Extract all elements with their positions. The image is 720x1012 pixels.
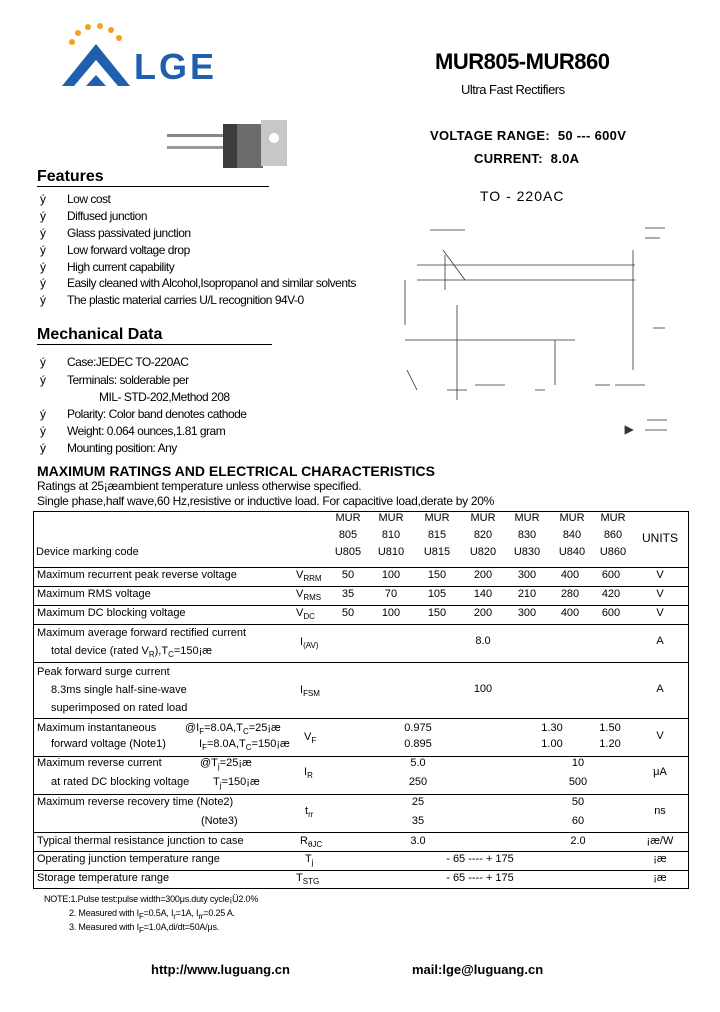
email-link[interactable]: mail:lge@luguang.cn (412, 962, 544, 977)
bullet-icon: ý (40, 226, 46, 240)
value: 280 (560, 588, 580, 600)
symbol: I (300, 684, 304, 696)
component-image (163, 112, 293, 172)
value: 250 (408, 776, 428, 788)
note-sub: rr (198, 911, 204, 921)
mechanical-item: Mounting position: Any (67, 441, 177, 455)
value: 400 (560, 569, 580, 581)
value: 60 (571, 815, 585, 827)
mechanical-item: Case:JEDEC TO-220AC (67, 355, 189, 369)
logo-text: LGE (134, 46, 218, 87)
bullet-icon: ý (40, 373, 46, 387)
row-rth (0, 835, 720, 851)
value: 200 (473, 607, 493, 619)
value: 70 (384, 588, 398, 600)
note-text: =0.5A, I (143, 908, 174, 918)
row-tj (0, 853, 720, 869)
unit: V (656, 588, 664, 600)
note-text: 3. Measured with I (69, 922, 139, 932)
symbol: V (304, 731, 312, 743)
col-part: 820 (473, 529, 493, 541)
note-sub: F (138, 911, 144, 921)
note-text: =1A, I (175, 908, 199, 918)
row-label: Maximum instantaneous (37, 722, 157, 734)
mechanical-heading: Mechanical Data (37, 326, 163, 343)
current-value: 8.0A (550, 151, 580, 166)
feature-item: Diffused junction (67, 209, 147, 223)
value: 35 (411, 815, 425, 827)
value: 105 (427, 588, 447, 600)
row-label: Maximum DC blocking voltage (37, 607, 186, 619)
condition: I (199, 738, 203, 750)
row-label: total device (rated V (51, 645, 149, 657)
value: 5.0 (410, 757, 426, 769)
value: 300 (517, 607, 537, 619)
bullet-icon: ý (40, 260, 46, 274)
symbol-sub: F (311, 736, 317, 746)
col-part: 830 (517, 529, 537, 541)
symbol-sub: FSM (303, 689, 320, 699)
marking-label: Device marking code (36, 546, 139, 558)
condition: @I (185, 722, 200, 734)
row-label: =150¡æ (173, 645, 213, 657)
bullet-icon: ý (40, 355, 46, 369)
row-trr (0, 796, 720, 832)
value: 3.0 (410, 835, 426, 847)
symbol-sub: RMS (303, 593, 322, 603)
col-prefix: MUR (514, 512, 540, 524)
label-sub: R (148, 650, 155, 660)
col-marking: U820 (469, 546, 497, 558)
feature-item: The plastic material carries U/L recognition 94V-0 (67, 293, 304, 307)
current-label: CURRENT: (474, 151, 543, 166)
col-part: 860 (603, 529, 623, 541)
symbol: I (304, 766, 308, 778)
value: - 65 ---- + 175 (446, 853, 514, 865)
features-divider (37, 186, 269, 187)
symbol: T (305, 853, 312, 865)
value: 200 (473, 569, 493, 581)
ratings-note-2: Single phase,half wave,60 Hz,resistive or inductive load. For capacitive load,derate by 20% (37, 494, 494, 508)
unit: V (656, 730, 664, 742)
unit: ¡æ (653, 872, 667, 884)
row-vrrm (0, 569, 720, 585)
package-drawing (395, 210, 695, 440)
value: 100 (381, 607, 401, 619)
row-tstg (0, 872, 720, 888)
symbol-sub: rr (308, 810, 314, 820)
unit: ¡æ/W (646, 835, 674, 847)
col-part: 840 (562, 529, 582, 541)
unit: V (656, 607, 664, 619)
mechanical-divider (37, 344, 272, 345)
condition: =25¡æ (219, 757, 252, 769)
value: 10 (571, 757, 585, 769)
symbol: V (296, 569, 304, 581)
value: 1.30 (541, 722, 563, 734)
col-prefix: MUR (335, 512, 361, 524)
row-label: Storage temperature range (37, 872, 170, 884)
row-label: (Note3) (201, 815, 238, 827)
symbol: t (305, 805, 309, 817)
col-marking: U830 (513, 546, 541, 558)
symbol-sub: θJC (307, 840, 323, 850)
ratings-note-1: Ratings at 25¡æambient temperature unless otherwise specified. (37, 479, 362, 493)
feature-item: Low cost (67, 192, 111, 206)
row-ifsm (0, 666, 720, 720)
row-ir: Maximum reverse current at rated DC blocking voltage $@T_j=25¡æ$ $T_j=150¡æ$ $I_R$ 5.0 250 10 500 μA (0, 757, 720, 793)
col-prefix: MUR (470, 512, 496, 524)
symbol-sub: STG (302, 877, 320, 887)
symbol-sub: RRM (303, 574, 322, 584)
bullet-icon: ý (40, 243, 46, 257)
condition: =8.0A,T (204, 722, 243, 734)
value: 1.00 (541, 738, 563, 750)
col-marking: U840 (558, 546, 586, 558)
col-prefix: MUR (378, 512, 404, 524)
symbol: T (296, 872, 303, 884)
row-label: 8.3ms single half-sine-wave (51, 684, 187, 696)
col-marking: U815 (423, 546, 451, 558)
col-prefix: MUR (559, 512, 585, 524)
voltage-label: VOLTAGE RANGE: (430, 128, 550, 143)
note-text: 2. Measured with I (69, 908, 139, 918)
value: 0.895 (404, 738, 432, 750)
unit: μA (653, 766, 667, 778)
features-heading: Features (37, 168, 104, 185)
unit: ns (654, 805, 666, 817)
row-vf: Maximum instantaneous forward voltage (Note1) $@I_F=8.0A,T_C=25¡æ$ $I_F=8.0A,T_C=150¡æ$ $V_F$ 0.975 0.895 1.30 1.00 1.50 1.20 V (0, 722, 720, 758)
value: 150 (427, 569, 447, 581)
value: 100 (381, 569, 401, 581)
symbol: V (296, 588, 304, 600)
voltage-range (430, 128, 626, 143)
condition: =150¡æ (221, 776, 260, 788)
feature-item: Easily cleaned with Alcohol,Isopropanol and similar solvents (67, 276, 356, 290)
website-link[interactable]: http://www.luguang.cn (151, 962, 290, 977)
unit: A (656, 635, 664, 647)
value: 1.20 (599, 738, 621, 750)
col-part: 810 (381, 529, 401, 541)
note-sub: F (138, 925, 144, 935)
note-1: NOTE:1.Pulse test:pulse width=300μs.duty cycle¡Ü2.0% (44, 894, 259, 904)
page-title: MUR805-MUR860 (435, 49, 610, 74)
mechanical-item: MIL- STD-202,Method 208 (99, 390, 230, 404)
row-label: Typical thermal resistance junction to case (37, 835, 244, 847)
value: 100 (473, 683, 493, 695)
bullet-icon: ý (40, 209, 46, 223)
row-label: at rated DC blocking voltage (51, 776, 190, 788)
row-label: superimposed on rated load (51, 702, 188, 714)
feature-item: Low forward voltage drop (67, 243, 190, 257)
current-rating (474, 151, 579, 166)
feature-item: High current capability (67, 260, 175, 274)
page-subtitle: Ultra Fast Rectifiers (461, 82, 565, 97)
value: 300 (517, 569, 537, 581)
col-part: 805 (338, 529, 358, 541)
value: 1.50 (599, 722, 621, 734)
value: 420 (601, 588, 621, 600)
bullet-icon: ý (40, 407, 46, 421)
features-list (0, 192, 400, 322)
label-sub: C (168, 650, 174, 660)
mechanical-list (0, 355, 400, 465)
value: 50 (341, 569, 355, 581)
value: 400 (560, 607, 580, 619)
symbol: R (300, 835, 308, 847)
ratings-heading: MAXIMUM RATINGS AND ELECTRICAL CHARACTERISTICS (37, 463, 435, 479)
col-prefix: MUR (424, 512, 450, 524)
row-label: Maximum reverse current (37, 757, 162, 769)
value: 8.0 (475, 635, 491, 647)
voltage-value: 50 --- 600V (557, 128, 627, 143)
logo-mark-icon (58, 22, 138, 92)
value: 35 (341, 588, 355, 600)
value: 500 (568, 776, 588, 788)
row-label: forward voltage (Note1) (51, 738, 166, 750)
bullet-icon: ý (40, 293, 46, 307)
row-label: Operating junction temperature range (37, 853, 220, 865)
mechanical-item: Polarity: Color band denotes cathode (67, 407, 247, 421)
value: 150 (427, 607, 447, 619)
row-vdc (0, 607, 720, 623)
condition: =150¡æ (251, 738, 290, 750)
bullet-icon: ý (40, 424, 46, 438)
note-text: =0.25 A. (203, 908, 235, 918)
mechanical-item: Terminals: solderable per (67, 373, 189, 387)
bullet-icon: ý (40, 276, 46, 290)
symbol-sub: (AV) (303, 641, 319, 651)
unit: V (656, 569, 664, 581)
symbol-sub: DC (303, 612, 315, 622)
mechanical-item: Weight: 0.064 ounces,1.81 gram (67, 424, 226, 438)
value: 2.0 (570, 835, 586, 847)
col-marking: U810 (377, 546, 405, 558)
value: 0.975 (404, 722, 432, 734)
feature-item: Glass passivated junction (67, 226, 191, 240)
column-headers (0, 512, 720, 562)
row-label: Maximum RMS voltage (37, 588, 151, 600)
col-part: 815 (427, 529, 447, 541)
row-label: Peak forward surge current (37, 666, 170, 678)
package-name: TO - 220AC (480, 188, 565, 204)
col-marking: U805 (334, 546, 362, 558)
logo (58, 22, 138, 92)
row-vrms (0, 588, 720, 604)
bullet-icon: ý (40, 441, 46, 455)
col-marking: U860 (599, 546, 627, 558)
condition: =25¡æ (248, 722, 281, 734)
symbol-sub: j (311, 858, 314, 868)
note-text: =1.0A,di/dt=50A/μs. (143, 922, 220, 932)
col-prefix: MUR (600, 512, 626, 524)
unit: A (656, 683, 664, 695)
note-3 (69, 922, 219, 935)
condition: @T (200, 757, 218, 769)
symbol: I (300, 636, 304, 648)
value: 600 (601, 607, 621, 619)
value: 50 (341, 607, 355, 619)
value: 25 (411, 796, 425, 808)
symbol-sub: R (307, 771, 313, 781)
row-label: Maximum recurrent peak reverse voltage (37, 569, 237, 581)
units-header: UNITS (642, 531, 678, 545)
symbol: V (296, 607, 304, 619)
value: - 65 ---- + 175 (446, 872, 514, 884)
note-sub: r (173, 911, 176, 921)
note-2 (69, 908, 235, 921)
row-label: Maximum average forward rectified current (37, 627, 247, 639)
value: 140 (473, 588, 493, 600)
row-label: Maximum reverse recovery time (Note2) (37, 796, 234, 808)
unit: ¡æ (653, 853, 667, 865)
bullet-icon: ý (40, 192, 46, 206)
row-iav (0, 627, 720, 663)
condition: =8.0A,T (206, 738, 246, 750)
row-label: ),T (154, 645, 169, 657)
value: 600 (601, 569, 621, 581)
value: 50 (571, 796, 585, 808)
condition: T (213, 776, 220, 788)
value: 210 (517, 588, 537, 600)
